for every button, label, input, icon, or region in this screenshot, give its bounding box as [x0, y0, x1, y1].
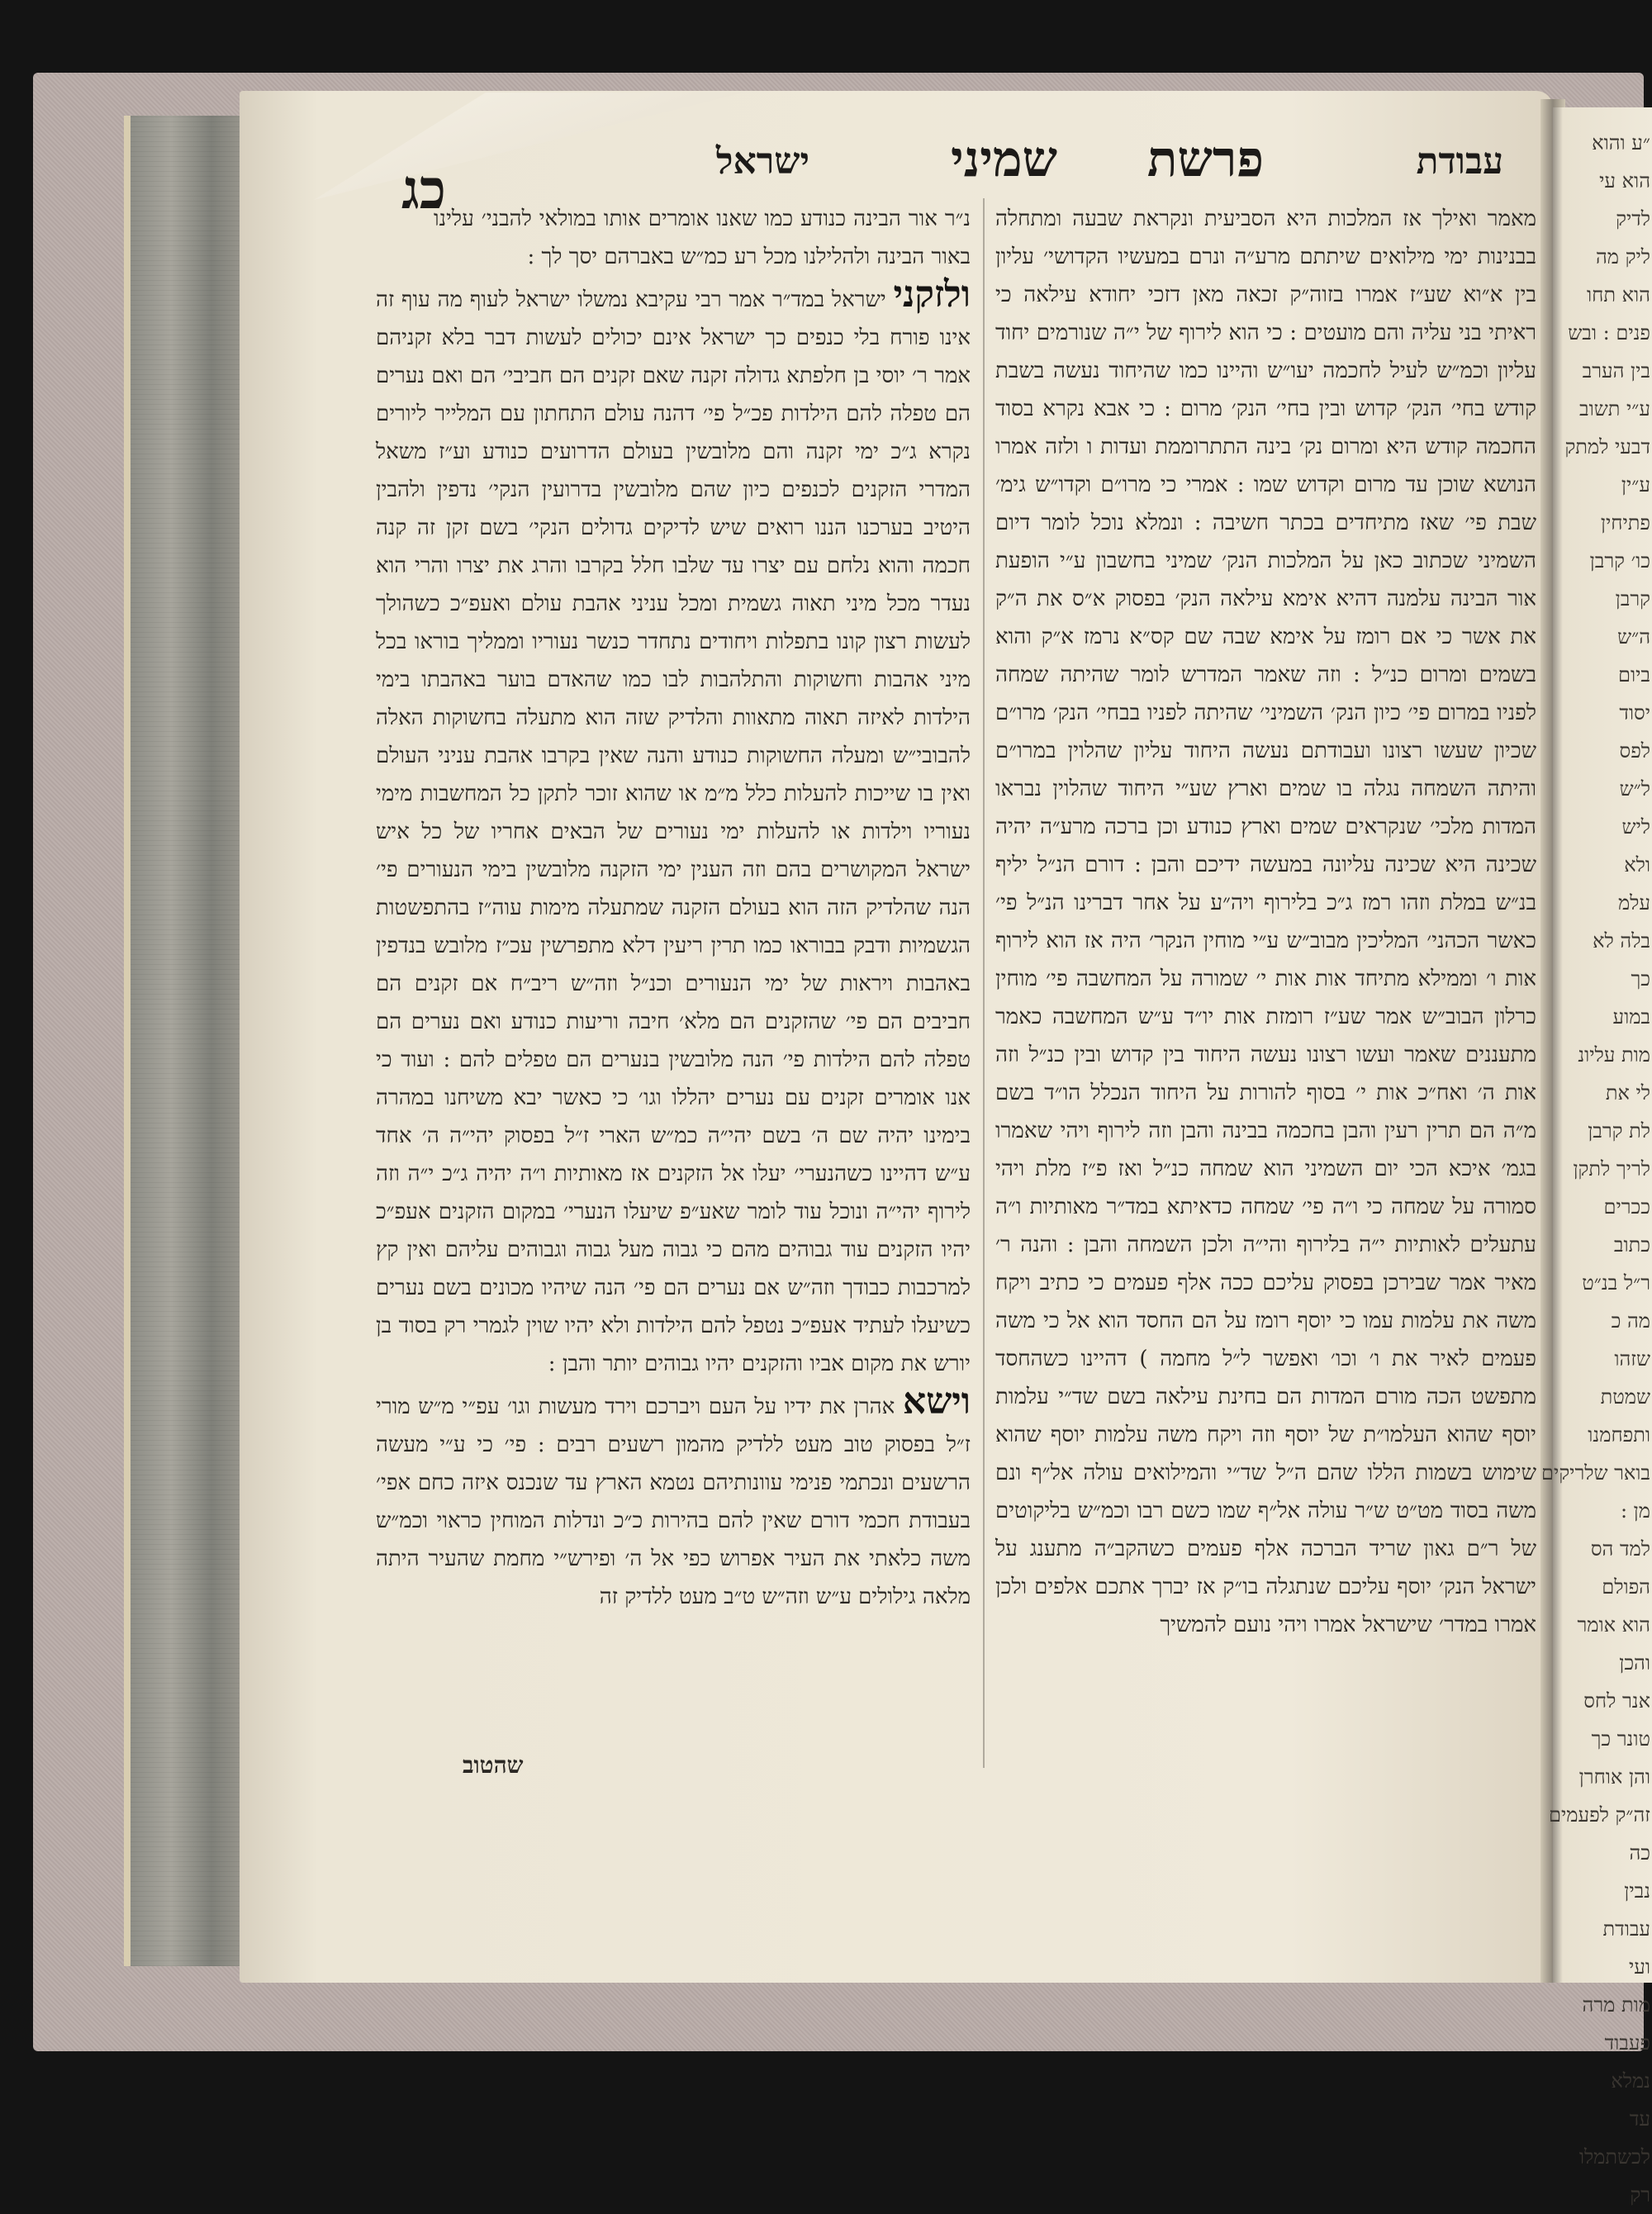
right-page-fragment: לפס [1619, 739, 1650, 763]
right-page-fragment: כה [1629, 1841, 1650, 1865]
right-page-fragment: והן אוחרן [1578, 1765, 1650, 1789]
right-page-fragment: פנים : ובש [1568, 321, 1650, 344]
right-page-fragment: ע״י תשוב [1579, 397, 1650, 420]
page-number: כג [401, 157, 446, 221]
right-page-fragment: ולא [1624, 853, 1650, 877]
left-text-column [376, 200, 971, 1749]
right-page-fragment: כו׳ קרבן [1589, 549, 1650, 573]
right-page-fragment: מות מרה [1582, 1993, 1650, 2017]
right-page-fragment: טונר כך [1591, 1727, 1650, 1751]
right-page-fragment: קרבן [1615, 587, 1650, 611]
right-page-fragment: שזהו [1614, 1347, 1650, 1371]
running-header [363, 131, 1536, 221]
right-page-fragment: ליק מה [1595, 245, 1650, 268]
left-column-body-2: אהרן את ידיו על העם ויברכם וירד מעשות וגו׳ עפ״י מ״ש מורי ז״ל בפסוק טוב מעט ללדיק מהמון רשעים רבים : פי׳ כי ע״י מעשה הרשעים ונכתמי פנימי עוונותיהם נטמא הארץ עד שנכנס איזה כחם אפי׳ בעבודת חכמי דורם שאין להם בהירות כ״כ ונדלות המוחין כראוי וכמ״ש משה כלאתי את העיר אפרוש כפי אל ה׳ ופירש״י מחמת שהעיר היתה מלאה גילולים ע״ש וזה״ש ט״ב מעט ללדיק זה [376, 1394, 971, 1609]
right-page-fragment: פתיחין [1600, 511, 1650, 534]
right-page-fragment: נמלא [1611, 2069, 1650, 2093]
right-page-fragment: ליש [1621, 815, 1650, 839]
right-page-fragment: שמטת [1600, 1385, 1650, 1409]
right-page-fragment: ועי [1628, 1955, 1650, 1979]
page-fore-edge [124, 116, 246, 1966]
header-word-4: ישראל [715, 140, 809, 183]
right-page-fragment: ל״ש [1619, 777, 1650, 801]
right-page-fragment: עבודת [1602, 1917, 1650, 1941]
right-page-fragments [1541, 124, 1650, 2214]
right-page-fragment: אנר לחס [1583, 1689, 1650, 1713]
right-page-fragment: כתוב [1613, 1233, 1650, 1257]
left-column-intro: נ״ר אור הבינה כנודע כמו שאנו אומרים אותו במולאי להבני׳ עלינו באור הבינה ולהלילנו מכל רע כמ״ש באברהם יסך לך : [434, 207, 971, 269]
right-page-fragment: בלה לא [1593, 929, 1650, 953]
right-page-fragment: הוא אומר [1577, 1613, 1650, 1637]
right-page-fragment: ככרים [1603, 1195, 1650, 1219]
right-page-fragment: בואר שלריקים [1541, 1461, 1650, 1485]
right-page-fragment: בין הערב [1582, 359, 1650, 382]
right-page-fragment: עד [1629, 2107, 1650, 2131]
right-column-body: מאמר ואילך אז המלכות היא הסביעית ונקראת שבעה ומתחלה בבנינות ימי מילואים שיתתם מרע״ה ונרם במעשיו הקדושי׳ עליון בין א״וא שע״ז אמרו בזוה״ק זכאה מאן דזכי יחודא עילאה כי ראיתי בני עליה והם מועטים : כי הוא לירוף של י״ה שנורמים יחוד עליון וכמ״ש לעיל לחכמה יעו״ש והיינו כמו שהיחוד נעשה בשבת קודש בחי׳ הנק׳ קדוש ובין בחי׳ הנק׳ מרום : כי אבא נקרא בסוד החכמה קודש היא ומרום נק׳ בינה התתרוממת ועדות ו ולזה אמרו הנושא שוכן עד מרום וקדוש שמו : אמרי כי מרו״ם וקדו״ש גימ׳ שבת פי׳ שאז מתיחדים בכתר חשיבה : ונמלא נוכל לומר דיום השמיני שכתוב כאן על המלכות הנק׳ שמיני בחשבון ע״י הופעת אור הבינה עלמנה דהיא אימא עילאה הנק׳ בפסוק א״ס את ה״ק את אשר כי אם רומז על אימא שבה שם קס״א נרמז א״ק והוא בשמים ומרום כנ״ל : וזה שאמר המדרש לומר שהיתה שמחה לפניו במרום פי׳ כיון הנק׳ השמיני׳ שהיתה לפניו בבחי׳ הנק׳ מרו״ם שכיון שעשו רצונו ועבודתם נעשה היחוד עליון שהלוין במרו״ם והיתה השמחה נגלה בו שמים וארץ שע״י היחוד שהלוין נבראו המדות מלכי׳ שנקראים שמים וארץ כנודע וכן ברכה מרע״ה יהיה שכינה היא שכינה עליונה במעשה ידיכם והבן : דורם הנ״ל יליף בנ״ש במלת וזהו רמז ג״כ בלירוף ויה״ע על אחר דברינו הנ״ל פי׳ כאשר הכהני׳ המליכין מבוב״ש ע״י מוחין הנקר׳ היה אז הוא לירוף אות ו׳ וממילא מתיחד אות אות י׳ שמורה על המחשבה פי׳ מוחין כרלון הבוב״ש אמר שע״ז רומזת אות יו״ד ע״ש המחשבה כאמר מתעננים שאמר ועשו רצונו נעשה היחוד בין קדוש ובין כנ״ל וזה אות ה׳ ואח״כ אות י׳ בסוף להורות על היחוד הנכלל הו״ד בשם מ״ה הם תרין רעין והבן בחכמה בבינה והבן וזה לירוף ויהי שאמרו בגמ׳ איכא הכי יום השמיני הוא שמחה כנ״ל ואז פ״ז מלת ויהי סמורה על שמחה כי ו״ה פי׳ שמחה כדאיתא במד״ר מאותיות ו״ה עתעלים לאותיות י״ה בלירוף והי״ה ולכן השמחה והבן : והנה ר׳ מאיר אמר שבירכן בפסוק עליכם ככה אלף פעמים כי כתיב ויקח משה את עלמות עמו כי יוסף רומז על הם החסד הוא אל כי משה פעמים לאיר את ו׳ וכו׳ ואפשר ל״ל מחמה ) דהיינו כשהחסד מתפשט הכה מורם המדות הם בחינת עילאה בשם שד״י עלמות יוסף שהוא העלמו״ת של יוסף וזה ויקח משה עלמות יוסף שהוא שימוש בשמות הללו שהם ה״ל שד״י והמילואים עולה אל״ף ונם משה בסוד מט״ט ש״ר עולה אל״ף שמו כשם רבו וכמ״ש בליקוטים של ר״ם גאון שריד הברכה אלף פעמים כשהקב״ה מתענג על ישראל הנק׳ יוסף עליכם שנתגלה בו״ק אז יברך אתכם אלפים ולכן אמרו במדר׳ שישראל אמרו ויהי נועם להמשיך [995, 207, 1537, 1637]
header-word-3: שמיני [950, 131, 1057, 188]
right-page-fragment: הפולם [1602, 1575, 1650, 1599]
left-column-body: ישראל במד״ר אמר רבי עקיבא נמשלו ישראל לעוף מה עוף זה אינו פורח בלי כנפים כך ישראל אינם יכולים לעשות דבר בלא זקניהם אמר ר׳ יוסי בן חלפתא גדולה זקנה שאם זקנים הם חביבי׳ הם ואם נערים הם טפלה להם הילדות פכ״ל פי׳ דהנה עולם התחתון עם המלייר ליורים נקרא ג״כ ימי זקנה והם מלובשין בעולם הדרועים כנודע וע״ז משאל המדרי הזקנים לכנפים כיון שהם מלובשין בדרועין הנקי׳ נדפין ולהבין היטיב בערכנו הננו רואים שיש לדיקים גדולים הנקי׳ בשם זקן זה קנה חכמה והוא נלחם עם יצרו עד שלבו חלל בקרבו והרג את יצרו והרי הוא נעדר מכל מיני תאוה גשמית ומכל עניני אהבת עולם ואעפ״כ כשהולך לעשות רצון קונו בתפלות ויחודים נתחדר כנשר נעוריו וממליך בוראו בכל מיני אהבות וחשוקות והתלהבות לבו כמו שהאדם בוער באהבתו בימי הילדות לאיזה תאוה מתאוות והלדיק שזה הוא מתעלה בחשוקות האלה להבובי״ש ומעלה החשוקות כנודע והנה שאין בקרבו אהבת עניני העולם ואין בו שייכות להעלות כלל מ״מ או שהוא זוכר לתקן כל המחשבות מימי נעוריו וילדות או להעלות ימי נעורים של הבאים אחריו של כל איש ישראל המקושרים בהם וזה הענין ימי הזקנה מלובשין בימי הנעורים פי׳ הנה שהלדיק הזה הוא בעולם הזקנה שמתעלה מימות עוה״ז בהתפשטות הגשמיות ודבק בבוראו כמו תרין ריעין דלא מתפרשין עכ״ז מלובש בנדפין באהבות ויראות של ימי הנעורים וכנ״ל וזה״ש ריב״ח אם זקנים הם חביבים הם פי׳ שהזקנים הם מלא׳ חיבה וריעות כנודע ואם נערים הם טפלה להם הילדות פי׳ הנה מלובשין בנערים הם טפלים להם : ועוד כי אנו אומרים זקנים עם נערים יהללו וגו׳ כי כאשר יבא משיחנו במהרה בימינו יהיה שם ה׳ בשם יהי״ה כמ״ש הארי ז״ל בפסוק יהי״ה ה׳ אחד ע״ש דהיינו כשהנערי׳ יעלו אל הזקנים אז מאותיות ו״ה יהיה ג״כ י״ה וזה לירוף יהי״ה ונוכל עוד לומר שאע״פ שיעלו הנערי׳ במקום הזקנים אעפ״כ יהיו הזקנים עוד גבוהים מהם כי גבוה מעל גבוה וגבוהים עליהם ואין קץ למרכבות כבודך וזה״ש אם נערים הם פי׳ הנה שיהיו מכונים בשם נערים כשיעלו לעתיד אעפ״כ נטפל להם הילדות ולא יהיו שוין לגמרי רק בסוד בן יורש את מקום אביו והזקנים יהיו גבוהים יותר והבן : [376, 287, 971, 1376]
right-page-fragment: ע״ין [1621, 473, 1650, 496]
right-page-fragment: ביום [1618, 663, 1650, 687]
right-page-fragment: פעבוד [1604, 2031, 1650, 2055]
right-page-fragment: יסוד [1619, 701, 1650, 725]
right-page-fragment: עלמ [1617, 891, 1650, 915]
header-word-2: פרשת [1146, 131, 1264, 188]
right-page-fragment: למד הס [1590, 1537, 1650, 1561]
left-column-paragraph-2 [376, 1380, 971, 1616]
column-divider [983, 198, 985, 1768]
right-page-fragment: לדיק [1616, 207, 1650, 230]
right-page-fragment: ר״ל בנ״ט [1582, 1271, 1650, 1295]
right-page-fragment: לת קרבן [1588, 1119, 1650, 1143]
right-page-fragment: לי את [1605, 1081, 1650, 1105]
right-page-fragment: מן : [1620, 1499, 1650, 1523]
right-page-fragment: דבעי למתק [1564, 435, 1650, 458]
right-page-fragment: והכן [1619, 1651, 1650, 1675]
right-page-edge [1541, 107, 1652, 2207]
right-page-fragment: זה״ק לפעמים [1549, 1803, 1650, 1827]
header-word-1: עבודת [1416, 140, 1503, 183]
right-page-fragment: כך [1631, 967, 1650, 991]
left-column-paragraph-1 [376, 273, 971, 1383]
right-page-fragment: הוא עי [1599, 169, 1650, 192]
right-page-fragment: ה״ש [1617, 625, 1650, 649]
lead-word-vayisa: וישא [902, 1380, 971, 1423]
right-page-fragment: ״ע והוא [1592, 131, 1650, 154]
right-page-fragment: רק [1630, 2183, 1650, 2207]
right-page-fragment: ותפחמנו [1588, 1423, 1650, 1447]
right-page-fragment: הוא תחו [1587, 283, 1650, 306]
catchword: שהטוב [463, 1751, 524, 1779]
right-page-fragment: במוע [1612, 1005, 1650, 1029]
right-page-fragment: לריך לתקן [1573, 1157, 1650, 1181]
lead-word-vlizkeni: ולזקני [893, 273, 971, 316]
right-page-fragment: מות עליונ [1578, 1043, 1650, 1067]
right-text-column [995, 200, 1536, 1720]
right-page-fragment: מה כ [1611, 1309, 1650, 1333]
right-page-fragment: נבין [1624, 1879, 1650, 1903]
right-page-fragment: לכשתמלו [1578, 2145, 1650, 2169]
